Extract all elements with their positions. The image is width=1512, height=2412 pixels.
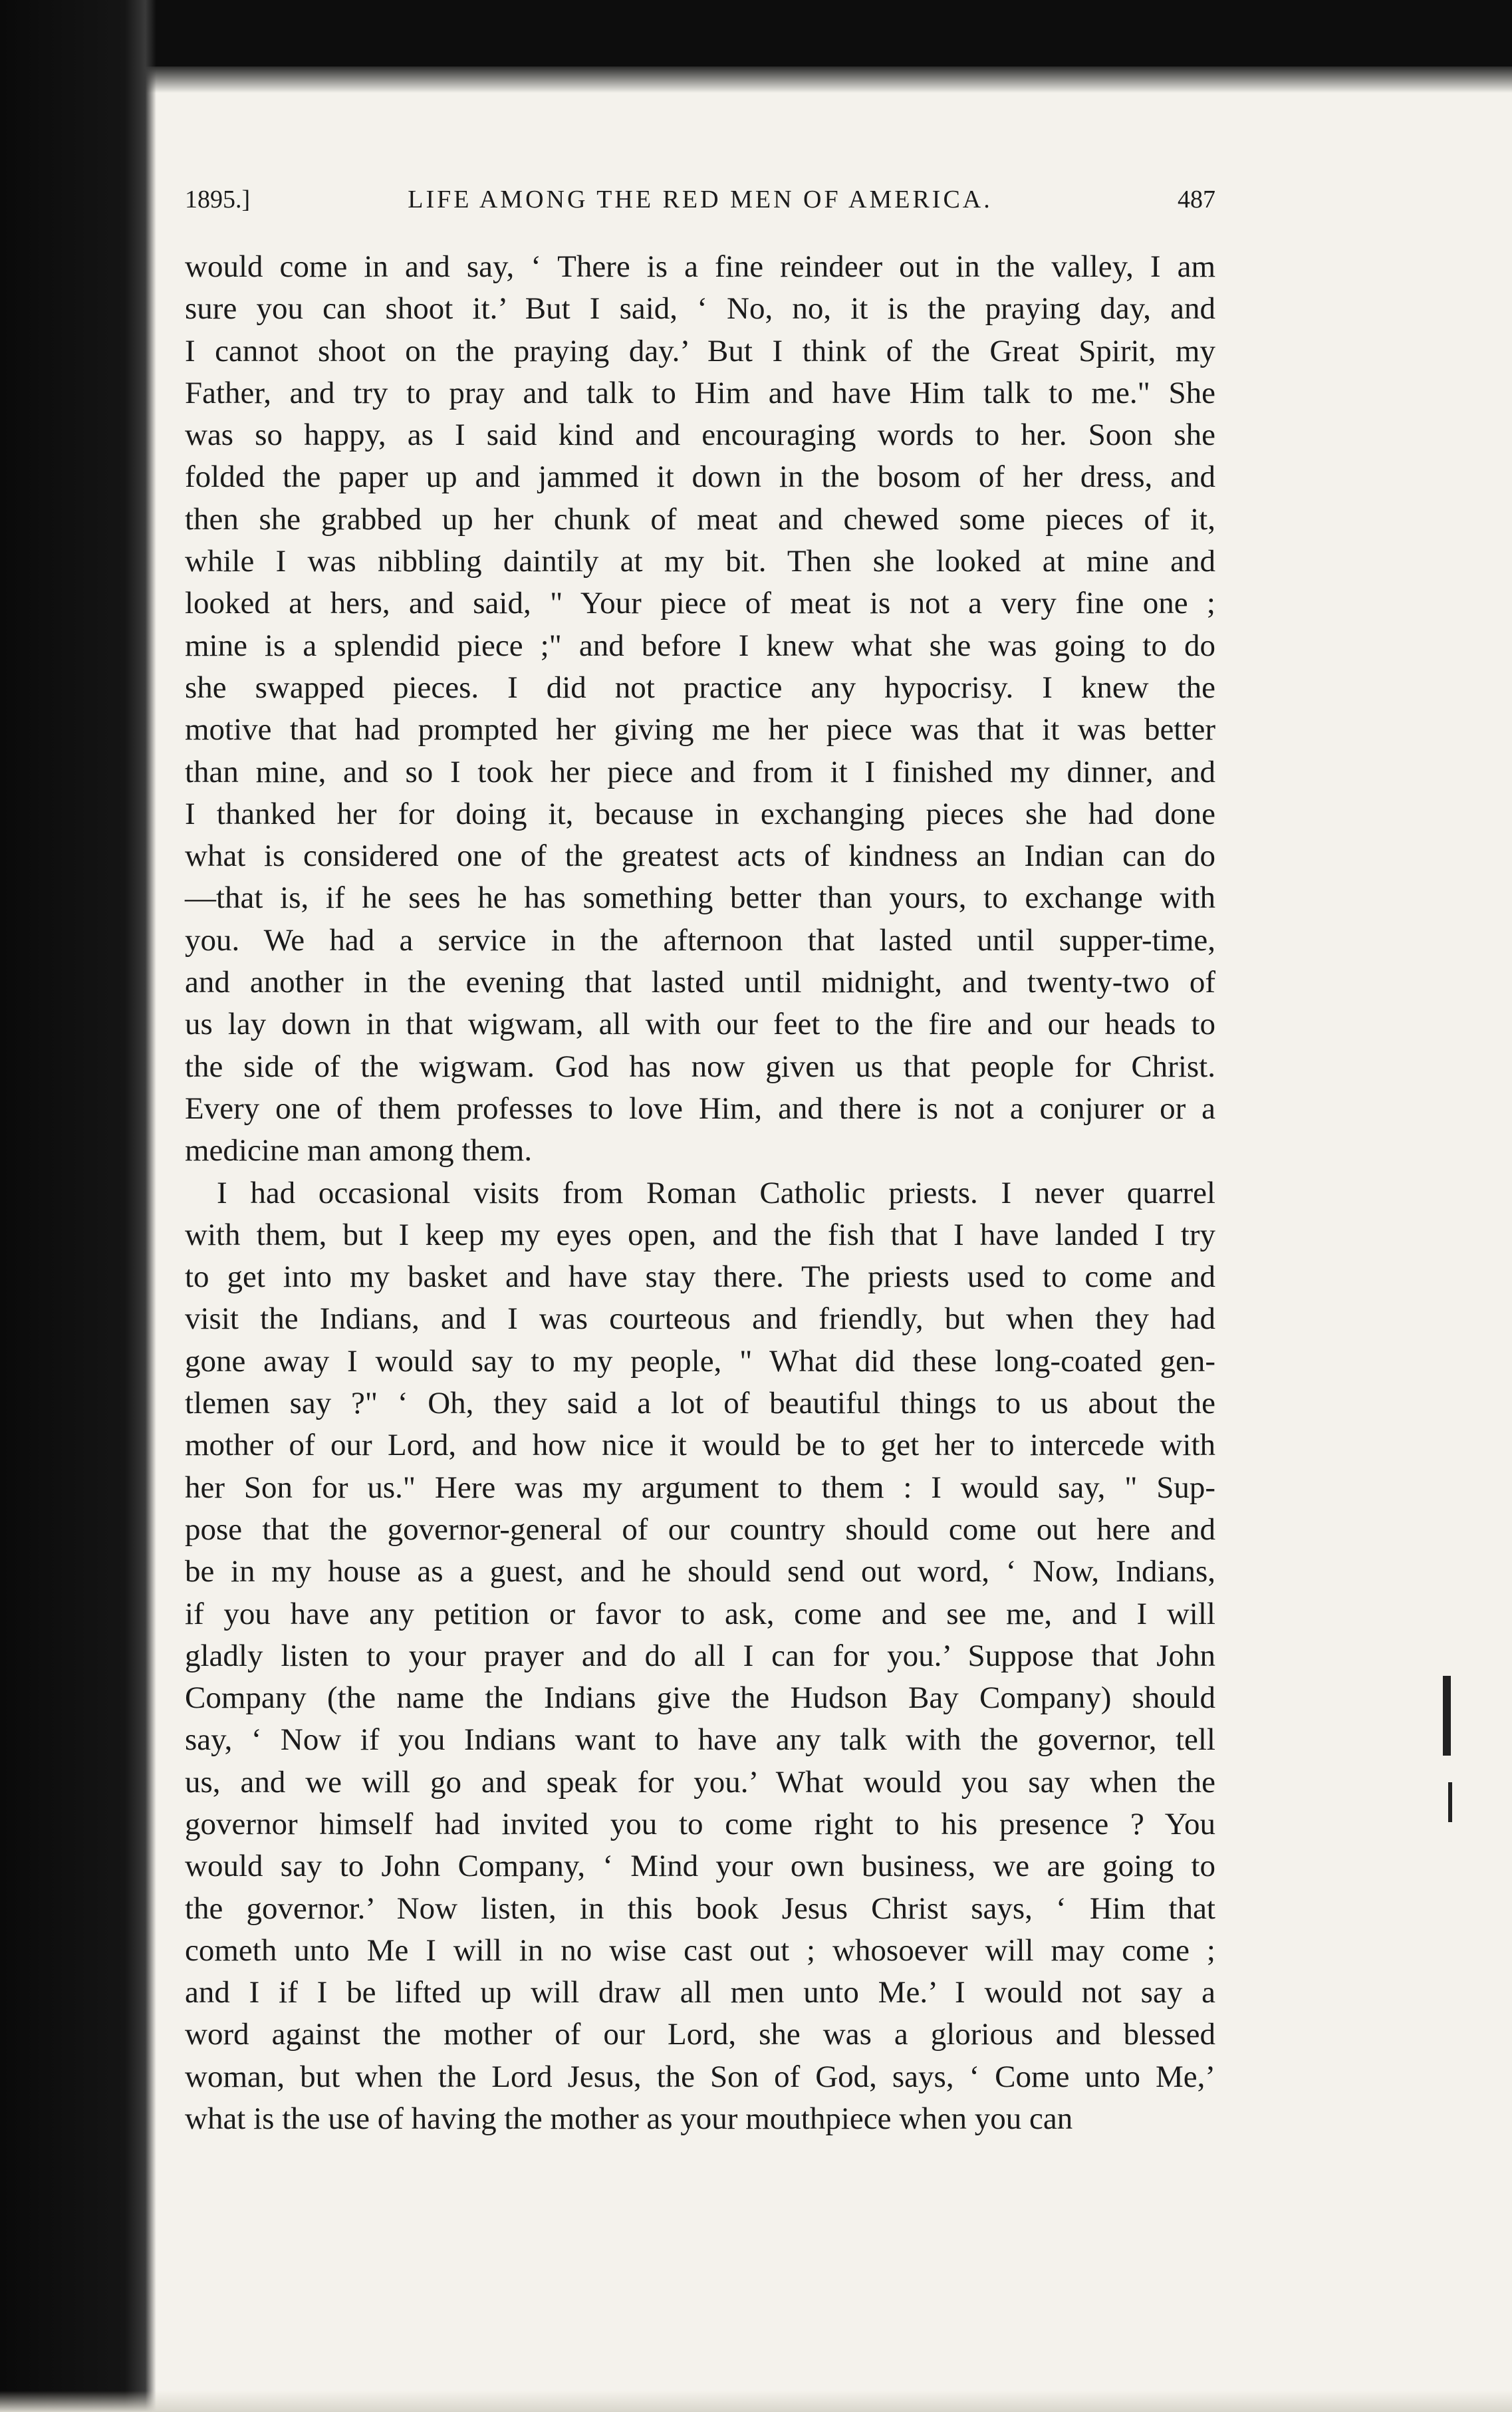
- text-line: she swapped pieces. I did not practice any hypocrisy. I knew the: [185, 670, 1215, 705]
- header-year: 1895.]: [185, 186, 251, 213]
- text-line: her Son for us." Here was my argument to them : I would say, " Sup-: [185, 1470, 1215, 1505]
- scan-edge-mark: [1443, 1676, 1451, 1756]
- text-line: motive that had prompted her giving me her piece was that it was better: [185, 712, 1215, 747]
- text-line: you. We had a service in the afternoon that lasted until supper-time,: [185, 922, 1215, 958]
- text-line: gladly listen to your prayer and do all I can for you.’ Suppose that John: [185, 1638, 1215, 1673]
- text-line: I cannot shoot on the praying day.’ But I think of the Great Spirit, my: [185, 333, 1215, 368]
- text-line: Every one of them professes to love Him, and there is not a conjurer or a: [185, 1091, 1215, 1126]
- text-line: cometh unto Me I will in no wise cast out ; whosoever will may come ;: [185, 1933, 1215, 1968]
- text-line: gone away I would say to my people, " What did these long-coated gen-: [185, 1343, 1215, 1379]
- text-line: word against the mother of our Lord, she was a glorious and blessed: [185, 2017, 1215, 2052]
- text-line: —that is, if he sees he has something better than yours, to exchange with: [185, 880, 1215, 916]
- scan-shadow-bottom: [0, 2391, 1512, 2412]
- text-line: would say to John Company, ‘ Mind your own business, we are going to: [185, 1849, 1215, 1884]
- page-body: [185, 246, 1215, 2140]
- text-line: woman, but when the Lord Jesus, the Son of God, says, ‘ Come unto Me,’: [185, 2059, 1215, 2094]
- text-line: while I was nibbling daintily at my bit. Then she looked at mine and: [185, 544, 1215, 579]
- scan-edge-mark: [1448, 1782, 1452, 1822]
- text-line: tlemen say ?" ‘ Oh, they said a lot of beautiful things to us about the: [185, 1386, 1215, 1421]
- text-line: looked at hers, and said, " Your piece of meat is not a very fine one ;: [185, 586, 1215, 621]
- running-title: LIFE AMONG THE RED MEN OF AMERICA.: [408, 186, 993, 213]
- text-line: then she grabbed up her chunk of meat and chewed some pieces of it,: [185, 501, 1215, 537]
- text-line: with them, but I keep my eyes open, and the fish that I have landed I try: [185, 1217, 1215, 1252]
- text-line: the side of the wigwam. God has now given us that people for Christ.: [185, 1049, 1215, 1084]
- text-line: mine is a splendid piece ;" and before I knew what she was going to do: [185, 628, 1215, 663]
- text-line: and I if I be lifted up will draw all men unto Me.’ I would not say a: [185, 1975, 1215, 2010]
- scan-border-top: [0, 0, 1512, 67]
- text-line: medicine man among them.: [185, 1133, 533, 1168]
- text-line: visit the Indians, and I was courteous and friendly, but when they had: [185, 1301, 1215, 1337]
- text-line: what is the use of having the mother as your mouthpiece when you can: [185, 2101, 1073, 2137]
- text-line: the governor.’ Now listen, in this book Jesus Christ says, ‘ Him that: [185, 1891, 1215, 1926]
- text-line: say, ‘ Now if you Indians want to have any talk with the governor, tell: [185, 1722, 1215, 1758]
- text-line: to get into my basket and have stay there. The priests used to come and: [185, 1260, 1215, 1295]
- text-line: be in my house as a guest, and he should send out word, ‘ Now, Indians,: [185, 1554, 1215, 1589]
- text-line: governor himself had invited you to come right to his presence ? You: [185, 1806, 1215, 1841]
- text-line: and another in the evening that lasted until midnight, and twenty-two of: [185, 965, 1215, 1000]
- text-line: Company (the name the Indians give the Hudson Bay Company) should: [185, 1680, 1215, 1716]
- text-line: sure you can shoot it.’ But I said, ‘ No, no, it is the praying day, and: [185, 291, 1215, 327]
- text-line: what is considered one of the greatest acts of kindness an Indian can do: [185, 839, 1215, 874]
- text-line: pose that the governor-general of our country should come out here and: [185, 1512, 1215, 1547]
- text-line: I thanked her for doing it, because in exchanging pieces she had done: [185, 796, 1215, 831]
- scan-border-left: [0, 0, 156, 2412]
- text-line: folded the paper up and jammed it down in the bosom of her dress, and: [185, 460, 1215, 495]
- text-line: if you have any petition or favor to ask, come and see me, and I will: [185, 1596, 1215, 1631]
- running-header: [185, 180, 1215, 219]
- text-line: I had occasional visits from Roman Catholic priests. I never quarrel: [217, 1175, 1215, 1210]
- text-line: Father, and try to pray and talk to Him and have Him talk to me." She: [185, 375, 1215, 410]
- scan-shadow-top: [0, 67, 1512, 93]
- text-line: than mine, and so I took her piece and from it I finished my dinner, and: [185, 754, 1215, 789]
- page-number: 487: [1178, 186, 1215, 213]
- text-line: mother of our Lord, and how nice it would be to get her to intercede with: [185, 1428, 1215, 1463]
- text-line: was so happy, as I said kind and encouraging words to her. Soon she: [185, 418, 1215, 453]
- text-line: would come in and say, ‘ There is a fine reindeer out in the valley, I am: [185, 249, 1215, 284]
- text-line: us lay down in that wigwam, all with our feet to the fire and our heads to: [185, 1007, 1215, 1042]
- text-line: us, and we will go and speak for you.’ What would you say when the: [185, 1764, 1215, 1800]
